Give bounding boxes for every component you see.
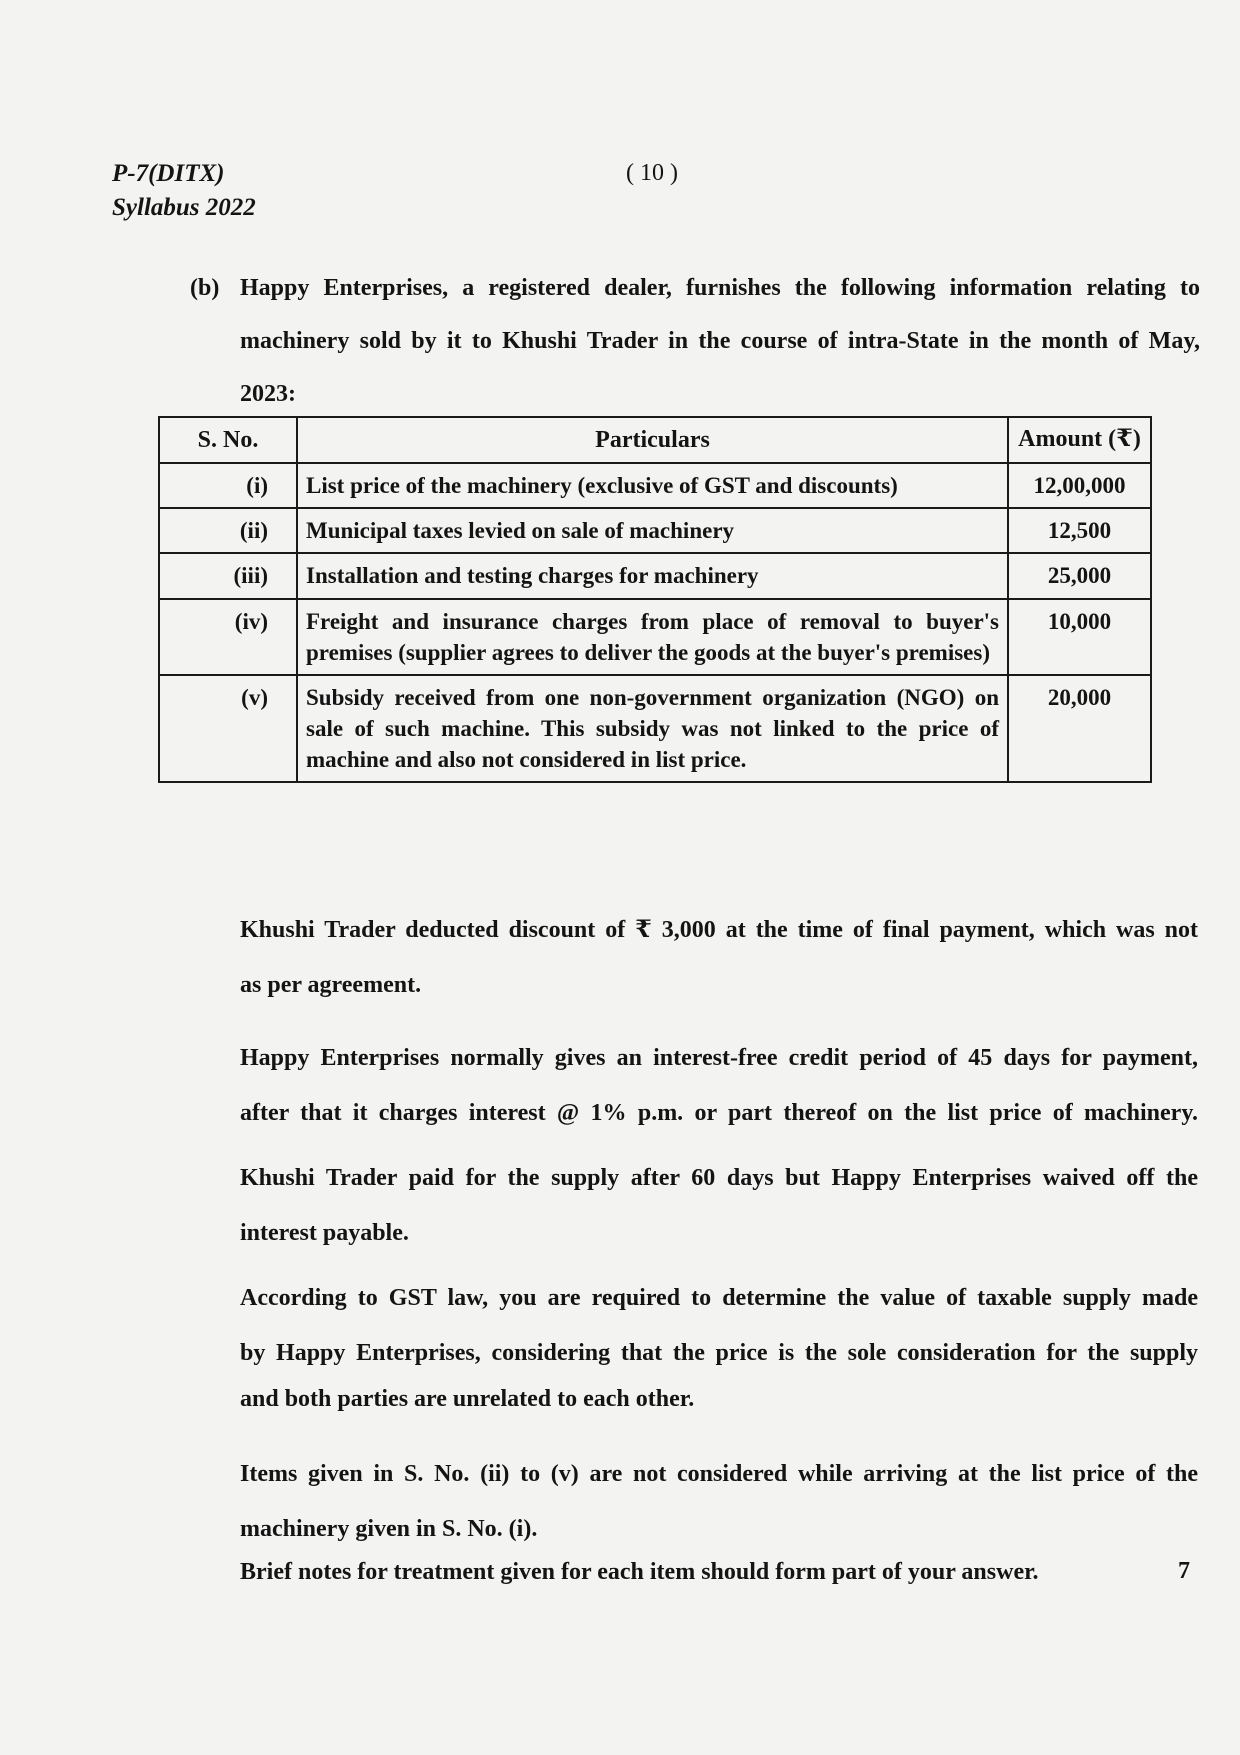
row-particulars: Freight and insurance charges from place of removal to buyer's premises (supplier agrees to deliver the goods at the buyer's premises) (297, 599, 1008, 675)
row-amount: 12,00,000 (1008, 463, 1151, 508)
paragraph-requirement (240, 1271, 1198, 1417)
paragraph-credit-period (240, 1031, 1198, 1141)
table-row (159, 463, 1151, 508)
paragraph-line: by Happy Enterprises, considering that the price is the sole consideration for the supply (240, 1340, 1198, 1366)
paragraph-items-note (240, 1447, 1198, 1557)
paragraph-brief-notes (240, 1545, 1198, 1600)
row-amount: 25,000 (1008, 553, 1151, 598)
syllabus-year: Syllabus 2022 (112, 194, 256, 221)
row-particulars: Installation and testing charges for machinery (297, 553, 1008, 598)
row-amount: 12,500 (1008, 508, 1151, 553)
row-sno: (v) (159, 675, 297, 782)
row-particulars: List price of the machinery (exclusive of GST and discounts) (297, 463, 1008, 508)
paragraph-line: interest payable. (240, 1220, 409, 1246)
paragraph-discount (240, 903, 1198, 1013)
table-header-row (159, 417, 1151, 463)
header-amount: Amount (₹) (1008, 417, 1151, 463)
row-sno: (i) (159, 463, 297, 508)
paragraph-line: Items given in S. No. (ii) to (v) are not considered while arriving at the list price of the (240, 1461, 1198, 1487)
table-row (159, 599, 1151, 675)
paragraph-line: after that it charges interest @ 1% p.m. or part thereof on the list price of machinery. (240, 1100, 1198, 1126)
particulars-table (158, 416, 1152, 783)
row-particulars: Municipal taxes levied on sale of machinery (297, 508, 1008, 553)
paragraph-line: According to GST law, you are required to determine the value of taxable supply made (240, 1285, 1198, 1311)
header-sno: S. No. (159, 417, 297, 463)
question-label: (b) (190, 275, 220, 301)
paragraph-payment (240, 1151, 1198, 1261)
table-row (159, 675, 1151, 782)
paragraph-line: as per agreement. (240, 972, 422, 998)
row-sno: (ii) (159, 508, 297, 553)
row-amount: 20,000 (1008, 675, 1151, 782)
row-sno: (iv) (159, 599, 297, 675)
paper-code: P-7(DITX) (112, 160, 225, 187)
row-sno: (iii) (159, 553, 297, 598)
table-row (159, 508, 1151, 553)
marks: 7 (1178, 1558, 1190, 1584)
page-number: ( 10 ) (626, 160, 678, 186)
table-row (159, 553, 1151, 598)
paragraph-line: Brief notes for treatment given for each item should form part of your answer. (240, 1559, 1039, 1585)
paragraph-line: machinery given in S. No. (i). (240, 1516, 538, 1542)
paragraph-line: Khushi Trader deducted discount of ₹ 3,000 at the time of final payment, which was not (240, 917, 1198, 943)
row-amount: 10,000 (1008, 599, 1151, 675)
intro-line: Happy Enterprises, a registered dealer, furnishes the following information relating to (240, 275, 1200, 301)
header-particulars: Particulars (297, 417, 1008, 463)
paragraph-line: Happy Enterprises normally gives an interest-free credit period of 45 days for payment, (240, 1045, 1198, 1071)
paragraph-line: Khushi Trader paid for the supply after 60 days but Happy Enterprises waived off the (240, 1165, 1198, 1191)
row-particulars: Subsidy received from one non-government organization (NGO) on sale of such machine. This subsidy was not linked to the price of machine and also not considered in list price. (297, 675, 1008, 782)
paragraph-line: and both parties are unrelated to each other. (240, 1386, 695, 1412)
question-intro (190, 262, 1200, 421)
intro-line: machinery sold by it to Khushi Trader in the course of intra-State in the month of May, (240, 328, 1200, 354)
intro-line: 2023: (240, 381, 296, 407)
